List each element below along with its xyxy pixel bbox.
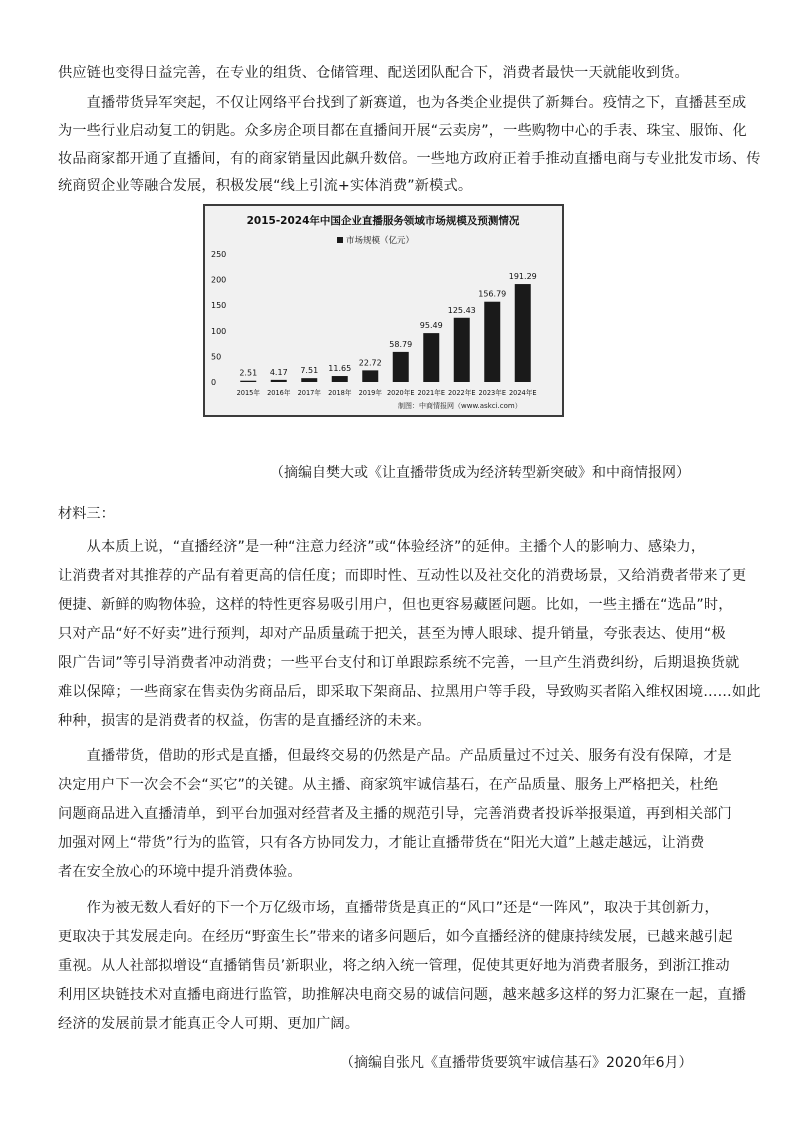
paragraph-line: 更取决于其发展走向。在经历“野蛮生长”带来的诸多问题后，如今直播经济的健康持续发展，已越来越引起	[58, 929, 733, 945]
bar-value-label: 22.72	[358, 358, 382, 368]
bar-value-label: 58.79	[389, 339, 413, 349]
chart-source: 制图：中商情报网（www.askci.com）	[398, 402, 522, 410]
y-tick-label: 50	[211, 352, 222, 362]
bar	[362, 370, 378, 382]
y-tick-label: 0	[211, 378, 217, 387]
bar-value-label: 191.29	[508, 272, 537, 282]
legend-swatch	[337, 237, 343, 243]
source-citation: （摘编自樊大或《让直播带货成为经济转型新突破》和中商情报网）	[270, 465, 690, 481]
x-tick-label: 2016年	[267, 389, 291, 397]
y-tick-label: 150	[211, 301, 227, 311]
paragraph-line: 限广告词”等引导消费者冲动消费；一些平台支付和订单跟踪系统不完善，一旦产生消费纠纷，后期退换货就	[58, 655, 740, 671]
bar	[301, 378, 317, 382]
x-tick-label: 2018年	[328, 389, 352, 397]
chart-title: 2015-2024年中国企业直播服务领域市场规模及预测情况	[246, 215, 520, 227]
paragraph-line: 直播带货异军突起，不仅让网络平台找到了新赛道，也为各类企业提供了新舞台。疫情之下，直播甚至成	[58, 95, 747, 111]
bar	[454, 318, 470, 382]
paragraph-line: 作为被无数人看好的下一个万亿级市场，直播带货是真正的“风口”还是“一阵风”，取决于其创新力，	[58, 900, 719, 916]
bar	[423, 333, 439, 382]
paragraph-line: 者在安全放心的环境中提升消费体验。	[58, 864, 302, 880]
bar	[515, 284, 531, 382]
bar	[484, 302, 500, 382]
bar	[240, 381, 256, 382]
market-size-chart	[203, 204, 564, 417]
x-tick-label: 2023年E	[478, 389, 507, 397]
bar-chart-svg	[205, 206, 562, 415]
x-tick-label: 2019年	[358, 389, 382, 397]
bar-value-label: 156.79	[478, 289, 507, 299]
paragraph-line: 统商贸企业等融合发展，积极发展“线上引流+实体消费”新模式。	[58, 178, 473, 194]
x-tick-label: 2015年	[236, 389, 260, 397]
paragraph-line: 直播带货，借助的形式是直播，但最终交易的仍然是产品。产品质量过不过关、服务有没有保障，才是	[58, 748, 732, 764]
x-tick-label: 2024年E	[508, 389, 537, 397]
paragraph-line: 利用区块链技术对直播电商进行监管，助推解决电商交易的诚信问题，越来越多这样的努力汇聚在一起，直播	[58, 987, 747, 1003]
paragraph-line: 从本质上说，“直播经济”是一种“注意力经济”或“体验经济”的延伸。主播个人的影响力、感染力，	[58, 539, 706, 555]
paragraph-line: 问题商品进入直播清单，到平台加强对经营者及主播的规范引导，完善消费者投诉举报渠道，再到相关部门	[58, 806, 732, 822]
y-tick-label: 250	[211, 250, 227, 259]
x-tick-label: 2020年E	[386, 389, 415, 397]
paragraph-line: 供应链也变得日益完善，在专业的组货、仓储管理、配送团队配合下，消费者最快一天就能收到货。	[58, 65, 689, 81]
paragraph-line: 经济的发展前景才能真正令人可期、更加广阔。	[58, 1016, 360, 1032]
paragraph-line: 为一些行业启动复工的钥匙。众多房企项目都在直播间开展“云卖房”，一些购物中心的手表、珠宝、服饰、化	[58, 123, 747, 139]
bar-value-label: 4.17	[269, 367, 288, 377]
bar-value-label: 11.65	[328, 364, 352, 374]
y-tick-label: 100	[211, 326, 227, 336]
x-tick-label: 2017年	[297, 389, 321, 397]
material-three-heading: 材料三：	[58, 506, 115, 522]
paragraph-line: 让消费者对其推荐的产品有着更高的信任度；而即时性、互动性以及社交化的消费场景，又给消费者带来了更	[58, 568, 747, 584]
paragraph-line: 只对产品“好不好卖”进行预判，却对产品质量疏于把关，甚至为博人眼球、提升销量，夸张表达、使用“极	[58, 626, 726, 642]
legend-label: 市场规模（亿元）	[346, 236, 415, 246]
paragraph-line: 重视。从人社部拟增设“直播销售员’新职业，将之纳入统一管理，促使其更好地为消费者服务，到浙江推动	[58, 958, 730, 974]
paragraph-line: 加强对网上“带货”行为的监管，只有各方协同发力，才能让直播带货在“阳光大道”上越走越远，让消费	[58, 835, 705, 851]
paragraph-line: 决定用户下一次会不会“买它”的关键。从主播、商家筑牢诚信基石，在产品质量、服务上严格把关，杜绝	[58, 777, 719, 793]
bar	[393, 352, 409, 382]
bar	[332, 376, 348, 382]
x-tick-label: 2022年E	[447, 389, 476, 397]
bar	[271, 380, 287, 382]
bar-value-label: 125.43	[447, 305, 476, 315]
x-tick-label: 2021年E	[417, 389, 446, 397]
bar-value-label: 2.51	[239, 368, 258, 378]
bar-value-label: 95.49	[419, 321, 443, 331]
source-citation: （摘编自张凡《直播带货要筑牢诚信基石》2020年6月）	[340, 1055, 693, 1071]
paragraph-line: 难以保障；一些商家在售卖伪劣商品后，即采取下架商品、拉黑用户等手段，导致购买者陷入维权困境……如此	[58, 684, 761, 700]
paragraph-line: 妆品商家都开通了直播间，有的商家销量因此飙升数倍。一些地方政府正着手推动直播电商与专业批发市场、传	[58, 151, 761, 167]
bar-value-label: 7.51	[300, 366, 319, 376]
y-tick-label: 200	[211, 275, 227, 285]
paragraph-line: 种种，损害的是消费者的权益，伤害的是直播经济的未来。	[58, 713, 431, 729]
paragraph-line: 便捷、新鲜的购物体验，这样的特性更容易吸引用户，但也更容易藏匿问题。比如，一些主播在“选品”时，	[58, 597, 733, 613]
